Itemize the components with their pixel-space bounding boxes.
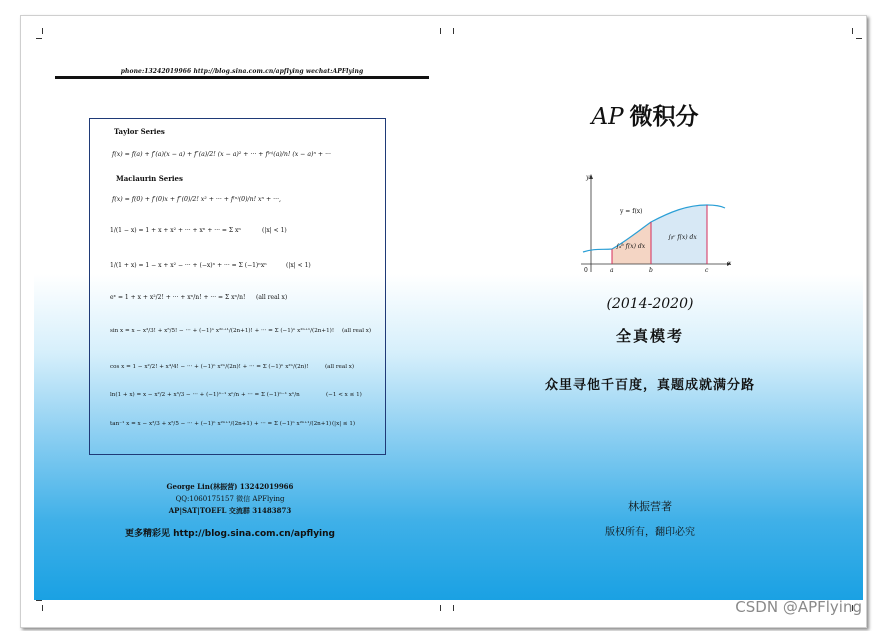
copyright-notice: 版权所有，翻印必究 <box>605 527 695 538</box>
integral-b-c: ∫ᵦᶜ f(x) dx <box>668 234 697 241</box>
arctan-condition: (|x| ≤ 1) <box>332 421 356 427</box>
geometric-series-condition: (|x| < 1) <box>262 227 287 234</box>
group-line: AP|SAT|TOEFL 交流群 31483873 <box>168 506 292 515</box>
curve-label: y = f(x) <box>620 208 643 215</box>
x-axis-label: x <box>728 260 732 267</box>
series-formula-box <box>89 118 386 455</box>
csdn-watermark: CSDN @APFlying <box>735 598 862 616</box>
author-contact-line: George Lin(林振营) 13242019966 <box>166 482 294 491</box>
slogan: 众里寻他千百度，真题成就满分路 <box>544 378 755 393</box>
geometric-series: 1/(1 − x) = 1 + x + x² + ··· + xⁿ + ··· = Σ xⁿ <box>110 227 241 234</box>
arctan-series: tan⁻¹ x = x − x³/3 + x⁵/5 − ··· + (−1)ⁿ x²ⁿ⁺¹/(2n+1) + ··· = Σ (−1)ⁿ x²ⁿ⁺¹/(2n+1) <box>110 421 332 427</box>
crop-mark <box>852 28 853 34</box>
year-range: (2014-2020) <box>606 296 694 312</box>
crop-mark <box>440 28 441 34</box>
tick-a: a <box>610 267 614 274</box>
title-ap: AP <box>591 104 624 130</box>
origin-label: 0 <box>584 267 588 274</box>
maclaurin-formula: f(x) = f(0) + f′(0)x + f″(0)/2! x² + ··· + f⁽ⁿ⁾(0)/n! xⁿ + ···, <box>112 196 282 203</box>
cosine-series: cos x = 1 − x²/2! + x⁴/4! − ··· + (−1)ⁿ x²ⁿ/(2n)! + ··· = Σ (−1)ⁿ x²ⁿ/(2n)! <box>110 364 309 370</box>
crop-mark <box>440 605 441 611</box>
integral-figure <box>575 172 740 277</box>
crop-mark <box>856 38 862 39</box>
cosine-condition: (all real x) <box>325 364 355 370</box>
book-title <box>560 98 730 131</box>
crop-mark <box>453 605 454 611</box>
crop-mark <box>36 38 42 39</box>
taylor-heading: Taylor Series <box>114 127 165 136</box>
crop-mark <box>42 28 43 34</box>
y-axis-label: y <box>586 174 590 181</box>
alternating-geometric-series: 1/(1 + x) = 1 − x + x² − ··· + (−x)ⁿ + ··· = Σ (−1)ⁿxⁿ <box>110 262 267 269</box>
blog-link[interactable]: 更多精彩见 http://blog.sina.com.cn/apflying <box>124 529 335 539</box>
exponential-series: eˣ = 1 + x + x²/2! + ··· + xⁿ/n! + ··· = Σ xⁿ/n! <box>110 294 246 301</box>
crop-mark <box>36 600 42 601</box>
log-condition: (−1 < x ≤ 1) <box>326 392 362 398</box>
crop-mark <box>453 28 454 34</box>
maclaurin-heading: Maclaurin Series <box>116 174 183 183</box>
log-series: ln(1 + x) = x − x²/2 + x³/3 − ··· + (−1)ⁿ⁻¹ xⁿ/n + ··· = Σ (−1)ⁿ⁻¹ xⁿ/n <box>110 392 300 398</box>
integral-a-b: ∫ₐᵇ f(x) dx <box>616 243 646 250</box>
sine-condition: (all real x) <box>342 328 372 334</box>
header-rule <box>55 76 429 79</box>
qq-wechat-line: QQ:1060175157 微信 APFlying <box>175 495 285 503</box>
taylor-formula: f(x) = f(a) + f′(a)(x − a) + f″(a)/2! (x − a)² + ··· + f⁽ⁿ⁾(a)/n! (x − a)ⁿ + ··· <box>112 151 331 158</box>
sine-series: sin x = x − x³/3! + x⁵/5! − ··· + (−1)ⁿ x²ⁿ⁺¹/(2n+1)! + ··· = Σ (−1)ⁿ x²ⁿ⁺¹/(2n+1)! <box>110 328 335 334</box>
header-contact-text: phone:13242019966 http://blog.sina.com.cn/apflying wechat:APFlying <box>120 68 364 75</box>
alternating-geometric-condition: (|x| < 1) <box>286 262 311 269</box>
author-credit: 林振营著 <box>628 500 672 513</box>
crop-mark <box>42 605 43 611</box>
tick-b: b <box>649 267 653 274</box>
exponential-condition: (all real x) <box>256 294 288 301</box>
tick-c: c <box>705 267 709 274</box>
title-subject: 微积分 <box>629 104 699 130</box>
y-axis-arrow <box>589 174 593 179</box>
exam-subtitle: 全真模考 <box>615 327 684 345</box>
